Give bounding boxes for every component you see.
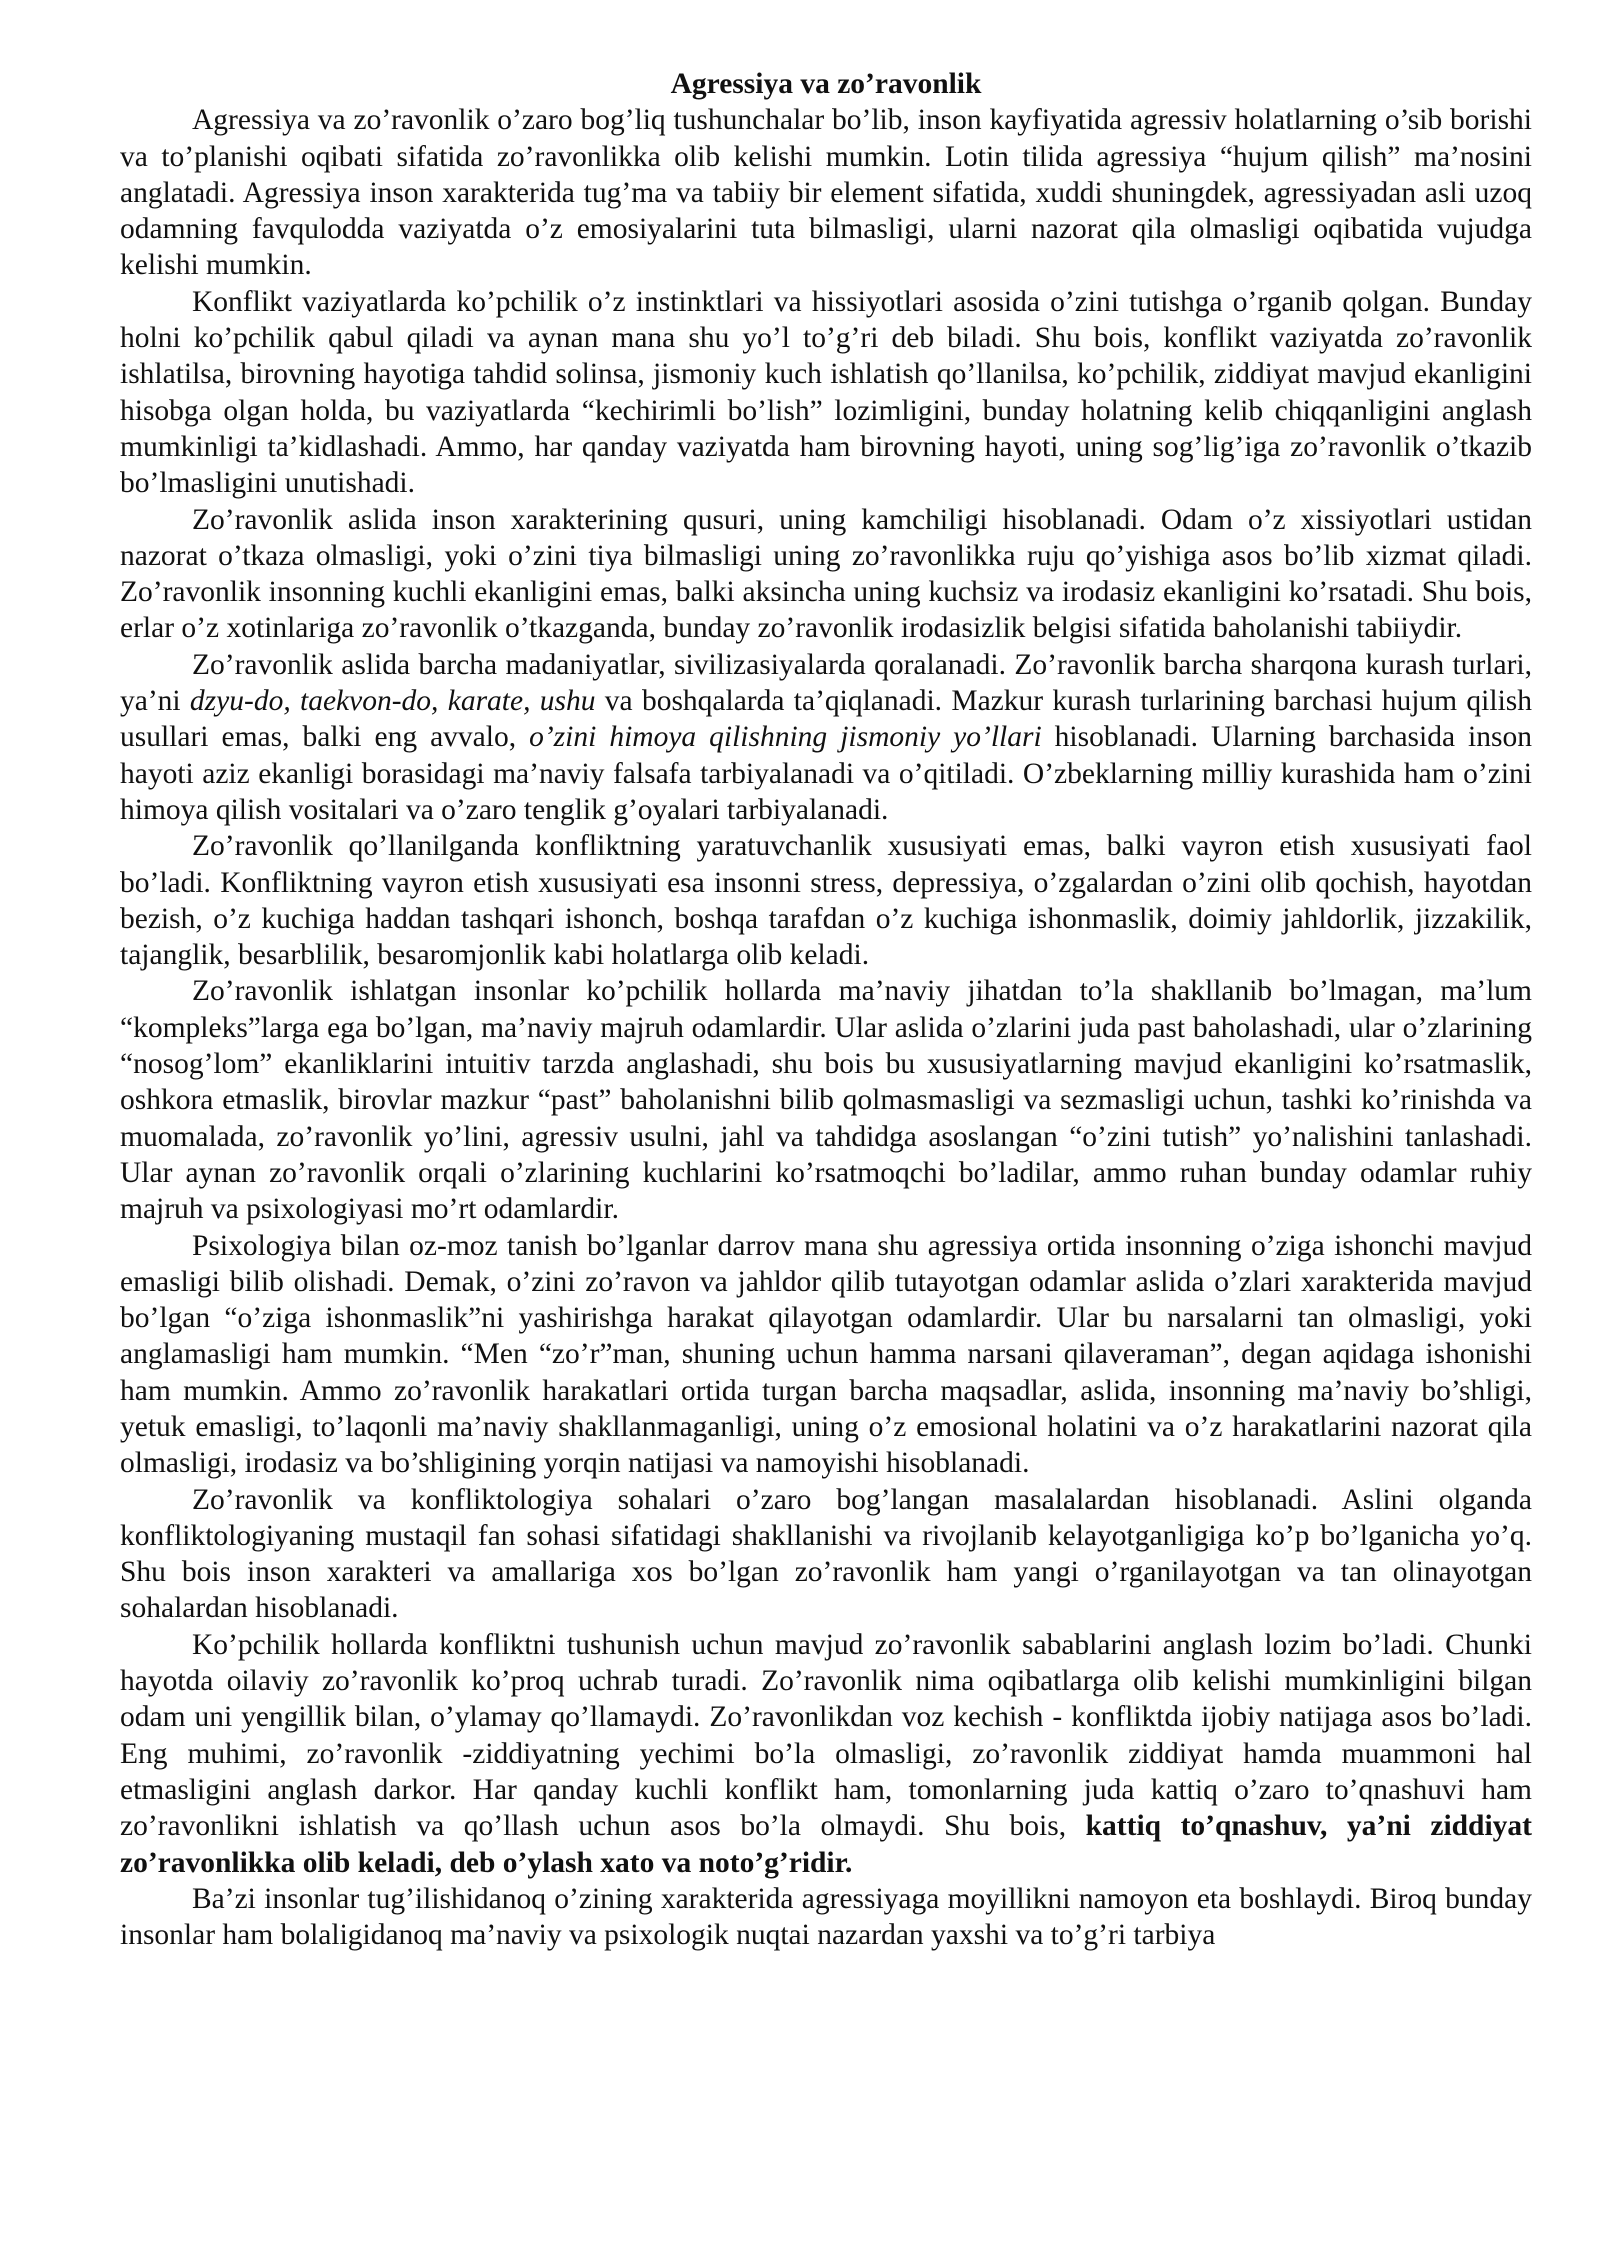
paragraph-6: Zo’ravonlik ishlatgan insonlar ko’pchilik hollarda ma’naviy jihatdan to’la shakllanib bo’lmagan, ma’lum “kompleks”larga ega bo’lgan, ma’naviy majruh odamlardir. Ular aslida o’zlarini juda past baholashadi, ular o’zlarining “nosog’lom” ekanliklarini intuitiv tarzda anglashadi, shu bois bu xususiyatlarning mavjud ekanligini ko’rsatmaslik, oshkora etmaslik, birovlar mazkur “past” baholanishni bilib qolmasmasligi va sezmasligi uchun, tashki ko’rinishda va muomalada, zo’ravonlik yo’lini, agressiv usulni, jahl va tahdidga asoslangan “o’zini tutish” yo’nalishini tanlashadi. Ular aynan zo’ravonlik orqali o’zlarining kuchlarini ko’rsatmoqchi bo’ladilar, ammo ruhan bunday odamlar ruhiy majruh va psixologiyasi mo’rt odamlardir. <box>120 975 1532 1226</box>
paragraph-2: Konflikt vaziyatlarda ko’pchilik o’z instinktlari va hissiyotlari asosida o’zini tutishga o’rganib qolgan. Bunday holni ko’pchilik qabul qiladi va aynan mana shu yo’l to’g’ri deb biladi. Shu bois, konflikt vaziyatda zo’ravonlik ishlatilsa, birovning hayotiga tahdid solinsa, jismoniy kuch ishlatish qo’llanilsa, ko’pchilik, ziddiyat mavjud ekanligini hisobga olgan holda, bu vaziyatlarda “kechirimli bo’lish” lozimligini, bunday holatning kelib chiqqanligini anglash mumkinligi ta’kidlashadi. Ammo, har qanday vaziyatda ham birovning hayoti, uning sog’lig’iga zo’ravonlik o’tkazib bo’lmasligini unutishadi. <box>120 285 1532 500</box>
paragraph-4 <box>120 647 1532 828</box>
paragraph-5: Zo’ravonlik qo’llanilganda konfliktning yaratuvchanlik xususiyati emas, balki vayron etish xususiyati faol bo’ladi. Konfliktning vayron etish xususiyati esa insonni stress, depressiya, o’zgalardan o’zini olib qochish, hayotdan bezish, o’z kuchiga haddan tashqari ishonch, boshqa tarafdan o’z kuchiga ishonmaslik, doimiy jahldorlik, jizzakilik, tajanglik, besarblilik, besaromjonlik kabi holatlarga olib keladi. <box>120 830 1532 972</box>
paragraph-8: Zo’ravonlik va konfliktologiya sohalari o’zaro bog’langan masalalardan hisoblanadi. Aslini olganda konfliktologiyaning mustaqil fan sohasi sifatidagi shakllanishi va rivojlanib kelayotganligiga ko’p bo’lganicha yo’q. Shu bois inson xarakteri va amallariga xos bo’lgan zo’ravonlik ham yangi o’rganilayotgan va tan olinayotgan sohalardan hisoblanadi. <box>120 1483 1532 1625</box>
document-page <box>120 66 1532 1953</box>
paragraph-9-text-a: Ko’pchilik hollarda konfliktni tushunish uchun mavjud zo’ravonlik sabablarini anglash lozim bo’ladi. Chunki hayotda oilaviy zo’ravonlik ko’proq uchrab turadi. Zo’ravonlik nima oqibatlarga olib kelishi mumkinligini bilgan odam uni yengillik bilan, o’ylamay qo’llamaydi. Zo’ravonlikdan voz kechish - konfliktda ijobiy natijaga asos bo’ladi. Eng muhimi, zo’ravonlik -ziddiyatning yechimi bo’la olmasligi, zo’ravonlik ziddiyat hamda muammoni hal etmasligini anglash darkor. Har qanday kuchli konflikt ham, tomonlarning juda kattiq o’zaro to’qnashuvi ham zo’ravonlikni ishlatish va qo’llash uchun asos bo’la olmaydi. Shu bois, <box>120 1628 1532 1843</box>
self-defense-phrase: o’zini himoya qilishning jismoniy yo’llari <box>529 721 1042 754</box>
bold-conclusion: kattiq to’qnashuv, ya’ni ziddiyat zo’ravonlikka olib keladi, deb o’ylash xato va noto’g’ridir. <box>120 1810 1532 1879</box>
paragraph-10: Ba’zi insonlar tug’ilishidanoq o’zining xarakterida agressiyaga moyillikni namoyon eta boshlaydi. Biroq bunday insonlar ham bolaligidanoq ma’naviy va psixologik nuqtai nazardan yaxshi va to’g’ri tarbiya <box>120 1882 1532 1952</box>
paragraph-3: Zo’ravonlik aslida inson xarakterining qusuri, uning kamchiligi hisoblanadi. Odam o’z xissiyotlari ustidan nazorat o’tkaza olmasligi, yoki o’zini tiya bilmasligi uning zo’ravonlikka ruju qo’yishiga asos bo’lib xizmat qiladi. Zo’ravonlik insonning kuchli ekanligini emas, balki aksincha uning kuchsiz va irodasiz ekanligini ko’rsatadi. Shu bois, erlar o’z xotinlariga zo’ravonlik o’tkazganda, bunday zo’ravonlik irodasizlik belgisi sifatida baholanishi tabiiydir. <box>120 503 1532 645</box>
paragraph-1: Agressiya va zo’ravonlik o’zaro bog’liq tushunchalar bo’lib, inson kayfiyatida agressiv holatlarning o’sib borishi va to’planishi oqibati sifatida zo’ravonlikka olib kelishi mumkin. Lotin tilida agressiya “hujum qilish” ma’nosini anglatadi. Agressiya inson xarakterida tug’ma va tabiiy bir element sifatida, xuddi shuningdek, agressiyadan asli uzoq odamning favqulodda vaziyatda o’z emosiyalarini tuta bilmasligi, ularni nazorat qila olmasligi oqibatida vujudga kelishi mumkin. <box>120 104 1532 282</box>
paragraph-4-text-a: Zo’ravonlik aslida barcha madaniyatlar, sivilizasiyalarda qoralanadi. Zo’ravonlik barcha sharqona kurash turlari, ya’ni <box>120 648 1532 718</box>
paragraph-9 <box>120 1627 1532 1881</box>
paragraph-4-text-c: va boshqalarda ta’qiqlanadi. Mazkur kurash turlarining barchasi hujum qilish usullari emas, balki eng avvalo, <box>120 685 1532 754</box>
paragraph-4-text-e: hisoblanadi. Ularning barchasida inson hayoti aziz ekanligi borasidagi ma’naviy falsafa tarbiyalanadi va o’qitiladi. O’zbeklarning milliy kurashida ham o’zini himoya qilish vositalari va o’zaro tenglik g’oyalari tarbiyalanadi. <box>120 721 1532 826</box>
paragraph-7: Psixologiya bilan oz-moz tanish bo’lganlar darrov mana shu agressiya ortida insonning o’ziga ishonchi mavjud emasligi bilib olishadi. Demak, o’zini zo’ravon va jahldor qilib tutayotgan odamlar aslida o’zlari xarakterida mavjud bo’lgan “o’ziga ishonmaslik”ni yashirishga harakat qilayotgan odamlardir. Ular bu narsalarni tan olmasligi, yoki anglamasligi ham mumkin. “Men “zo’r”man, shuning uchun hamma narsani qilaveraman”, degan aqidaga ishonishi ham mumkin. Ammo zo’ravonlik harakatlari ortida turgan barcha maqsadlar, aslida, insonning ma’naviy bo’shligi, yetuk emasligi, to’laqonli ma’naviy shakllanmaganligi, uning o’z emosional holatini va o’z harakatlarini nazorat qila olmasligi, irodasiz va bo’shligining yorqin natijasi va namoyishi hisoblanadi. <box>120 1229 1532 1480</box>
martial-arts-list: dzyu-do, taekvon-do, karate, ushu <box>189 685 596 718</box>
document-title: Agressiya va zo’ravonlik <box>670 68 982 100</box>
